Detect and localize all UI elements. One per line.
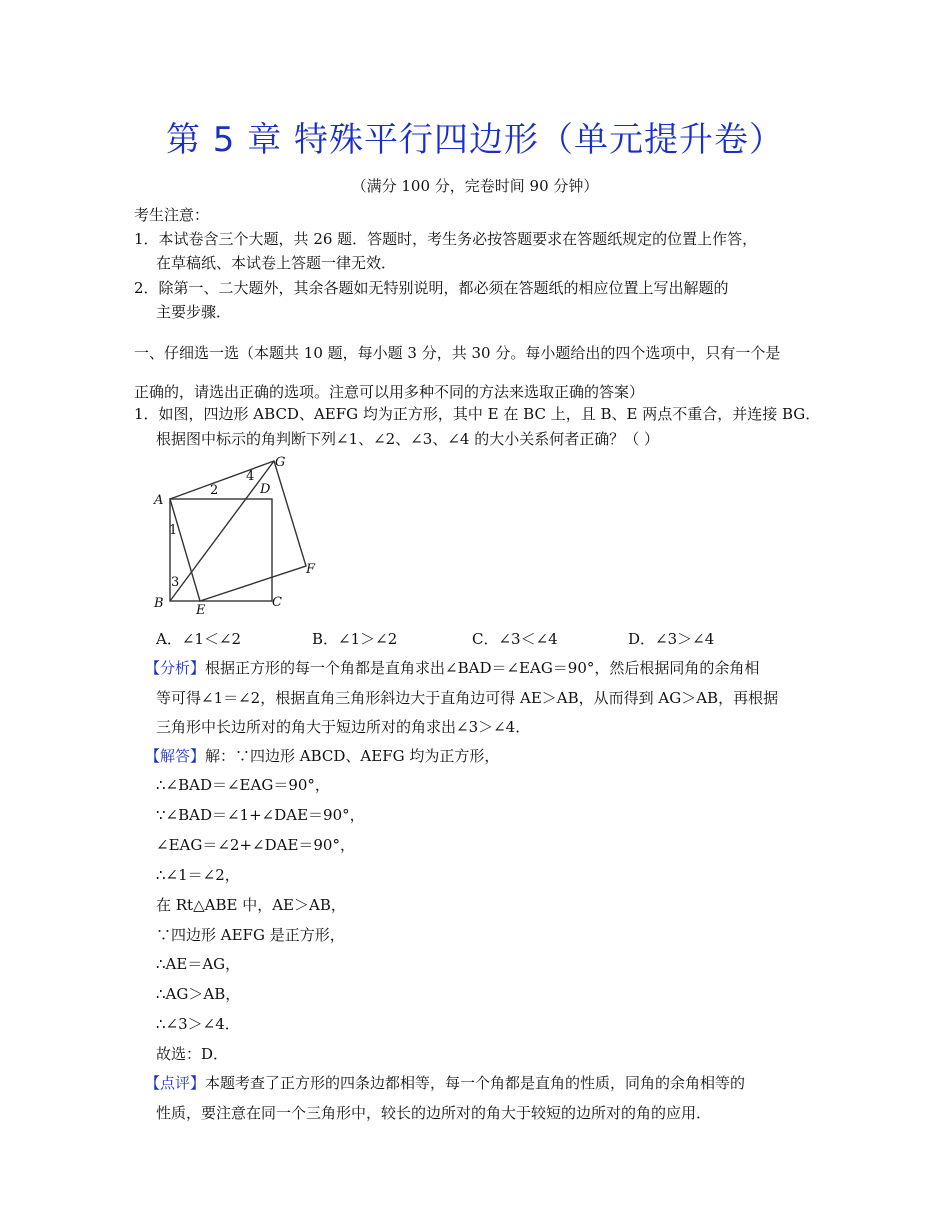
comment-text-1: 本题考查了正方形的四条边都相等，每一个角都是直角的性质，同角的余角相等的 — [205, 1074, 746, 1092]
label-c: C — [272, 595, 282, 610]
notice-item-1-cont: 在草稿纸、本试卷上答题一律无效． — [156, 254, 397, 272]
angle-2-label: 2 — [210, 483, 219, 498]
notice-heading: 考生注意： — [134, 206, 210, 224]
solution-step: ∴∠3＞∠4． — [156, 1015, 240, 1033]
comment-line-2: 性质，要注意在同一个三角形中，较长的边所对的角大于较短的边所对的角的应用． — [156, 1104, 712, 1122]
label-d: D — [260, 482, 271, 497]
option-c[interactable]: C．∠3＜∠4 — [472, 630, 558, 648]
solution-step: ∴∠BAD＝∠EAG＝90°， — [156, 776, 330, 794]
analysis-line-1 — [145, 657, 759, 678]
comment-line-1 — [145, 1072, 745, 1093]
angle-1-label: 1 — [169, 523, 178, 538]
label-a: A — [154, 493, 164, 508]
question-1-prompt: 根据图中标示的角判断下列∠1、∠2、∠3、∠4 的大小关系何者正确？（ ） — [156, 430, 659, 448]
segment-bg — [170, 461, 274, 601]
solution-answer: 故选：D． — [156, 1045, 229, 1063]
solution-step: ∠EAG＝∠2+∠DAE＝90°， — [156, 836, 355, 854]
notice-item-1: 1．本试卷含三个大题，共 26 题．答题时，考生务必按答题要求在答题纸规定的位置上作答， — [134, 230, 758, 248]
label-b: B — [154, 596, 164, 611]
option-a[interactable]: A．∠1＜∠2 — [156, 630, 242, 648]
analysis-line-3: 三角形中长边所对的角大于短边所对的角求出∠3＞∠4． — [156, 718, 531, 736]
square-aefg — [170, 461, 306, 601]
exam-info: （满分 100 分，完卷时间 90 分钟） — [351, 177, 599, 195]
notice-item-2: 2．除第一、二大题外，其余各题如无特别说明，都必须在答题纸的相应位置上写出解题的 — [134, 279, 729, 297]
angle-3-label: 3 — [171, 575, 180, 590]
solution-tag: 【解答】 — [145, 747, 206, 765]
solution-step: ∴∠1＝∠2， — [156, 866, 240, 884]
solution-text-1: 解：∵四边形 ABCD、AEFG 均为正方形， — [205, 747, 500, 765]
option-b[interactable]: B．∠1＞∠2 — [312, 630, 398, 648]
solution-step: 在 Rt△ABE 中，AE＞AB， — [156, 896, 346, 914]
section-heading-cont: 正确的，请选出正确的选项。注意可以用多种不同的方法来选取正确的答案） — [134, 383, 645, 401]
angle-4-label: 4 — [246, 469, 255, 484]
label-e: E — [196, 603, 206, 617]
solution-step: ∴AG＞AB， — [156, 985, 241, 1003]
comment-tag: 【点评】 — [145, 1074, 206, 1092]
section-heading: 一、仔细选一选（本题共 10 题，每小题 3 分，共 30 分。每小题给出的四个选项中，只有一个是 — [134, 344, 781, 362]
label-f: F — [306, 562, 316, 577]
analysis-line-2: 等可得∠1＝∠2，根据直角三角形斜边大于直角边可得 AE＞AB，从而得到 AG＞AB，再根据 — [156, 689, 779, 707]
analysis-text-1: 根据正方形的每一个角都是直角求出∠BAD＝∠EAG＝90°，然后根据同角的余角相 — [205, 659, 760, 677]
label-g: G — [275, 455, 286, 470]
notice-item-2-cont: 主要步骤． — [156, 303, 232, 321]
option-d[interactable]: D．∠3＞∠4 — [628, 630, 715, 648]
solution-step: ∵四边形 AEFG 是正方形， — [156, 926, 345, 944]
solution-line-1 — [145, 745, 499, 766]
solution-step: ∵∠BAD＝∠1+∠DAE＝90°， — [156, 806, 365, 824]
analysis-tag: 【分析】 — [145, 659, 206, 677]
solution-step: ∴AE＝AG， — [156, 955, 241, 973]
geometry-figure — [148, 452, 328, 617]
question-1-stem: 1．如图，四边形 ABCD、AEFG 均为正方形，其中 E 在 BC 上，且 B、E 两点不重合，并连接 BG． — [134, 405, 821, 423]
page-title: 第 5 章 特殊平行四边形（单元提升卷） — [165, 120, 785, 160]
